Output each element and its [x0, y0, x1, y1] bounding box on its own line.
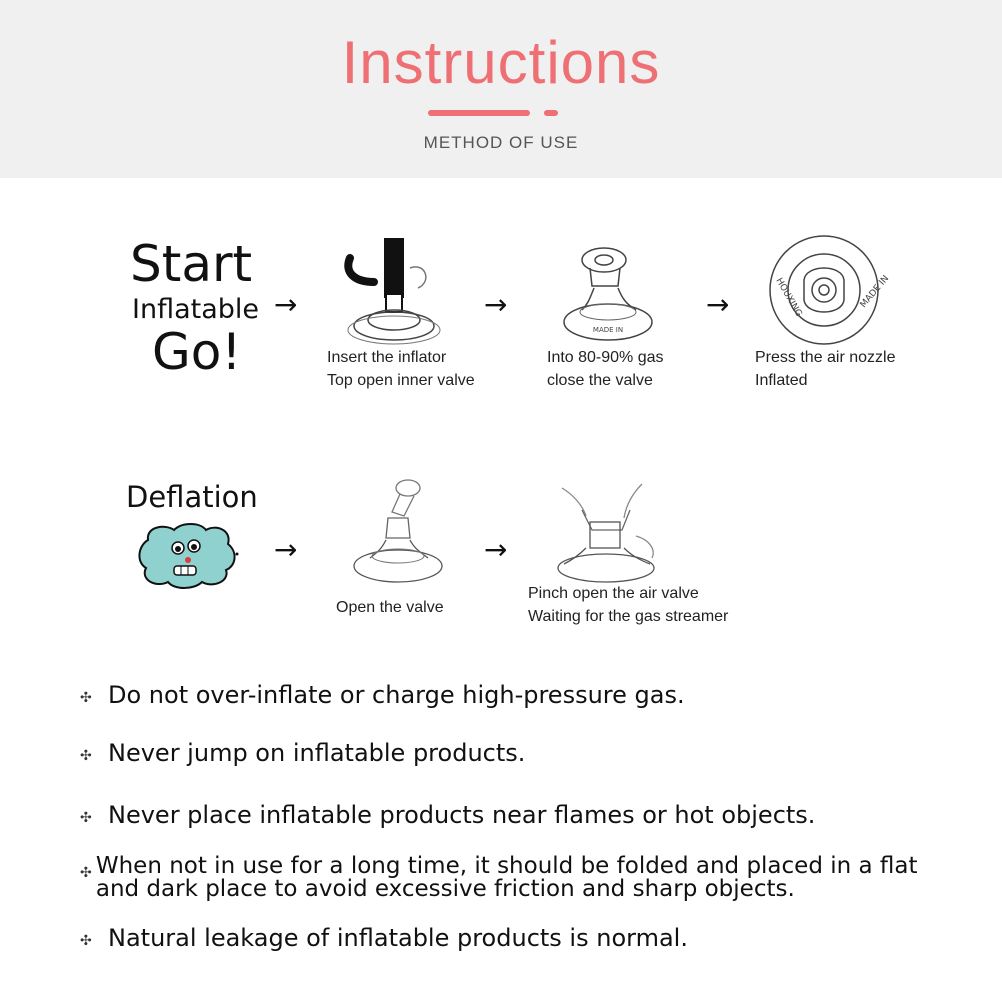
step-1-caption — [327, 346, 475, 392]
rule-text-3: Never place inflatable products near flames or hot objects. — [108, 801, 816, 829]
rule-text-4: When not in use for a long time, it should be folded and placed in a flat and dark place to avoid excessive friction and sharp objects. — [95, 853, 918, 902]
deflation-step-1-line-1: Open the valve — [336, 599, 444, 616]
step-3-caption — [755, 346, 896, 392]
page-title: Instructions — [341, 29, 661, 96]
step-2-caption — [547, 346, 664, 392]
valve-pressed-illustration — [766, 234, 892, 346]
deflation-step-1-caption — [336, 596, 444, 619]
rule-item-5 — [80, 924, 980, 952]
rule-item-1 — [80, 681, 980, 709]
deflation-step-2-line-1: Pinch open the air valve — [528, 585, 699, 602]
header-band — [0, 0, 1002, 178]
arrow-1: → — [274, 288, 298, 321]
deflated-blob-character-illustration — [136, 520, 240, 590]
step-2-line-1: Into 80-90% gas — [547, 349, 664, 366]
deflation-label: Deflation — [126, 480, 258, 514]
deflation-arrow-1: → — [274, 533, 298, 566]
title-underline-long — [428, 110, 530, 116]
rule-text-2: Never jump on inflatable products. — [108, 739, 526, 767]
deflation-arrow-2: → — [484, 533, 508, 566]
start-label: Start — [130, 235, 253, 293]
bullet-icon: ✣ — [80, 933, 92, 949]
step-1-line-1: Insert the inflator — [327, 349, 447, 366]
valve-imprint-houxing: HOUXING — [773, 276, 804, 319]
deflation-step-2-line-2: Waiting for the gas streamer — [528, 608, 729, 625]
arrow-2: → — [484, 288, 508, 321]
go-label: Go! — [152, 323, 242, 381]
title-underline-dot — [544, 110, 558, 116]
valve-pinch-illustration — [552, 480, 664, 584]
bullet-icon: ✣ — [80, 690, 92, 706]
rule-item-2 — [80, 739, 980, 767]
valve-imprint: MADE IN — [592, 326, 624, 334]
step-1-line-2: Top open inner valve — [327, 372, 475, 389]
arrow-3: → — [706, 288, 730, 321]
step-2-line-2: close the valve — [547, 372, 653, 389]
deflation-step-2-caption — [528, 582, 728, 628]
bullet-icon: ✣ — [80, 865, 92, 881]
valve-open-illustration — [560, 238, 670, 346]
valve-cap-open-illustration — [350, 472, 450, 586]
bullet-icon: ✣ — [80, 748, 92, 764]
rule-item-3 — [80, 801, 980, 829]
step-3-line-1: Press the air nozzle — [755, 349, 896, 366]
inflator-insert-illustration — [340, 238, 450, 346]
rule-text-5: Natural leakage of inflatable products is normal. — [108, 924, 688, 952]
bullet-icon: ✣ — [80, 810, 92, 826]
rule-item-4 — [80, 855, 960, 901]
page-subtitle: METHOD OF USE — [423, 133, 579, 152]
valve-imprint-made-in: MADE IN — [858, 273, 892, 310]
rule-text-1: Do not over-inflate or charge high-pressure gas. — [108, 681, 685, 709]
inflatable-label: Inflatable — [132, 294, 260, 325]
step-3-line-2: Inflated — [755, 372, 808, 389]
